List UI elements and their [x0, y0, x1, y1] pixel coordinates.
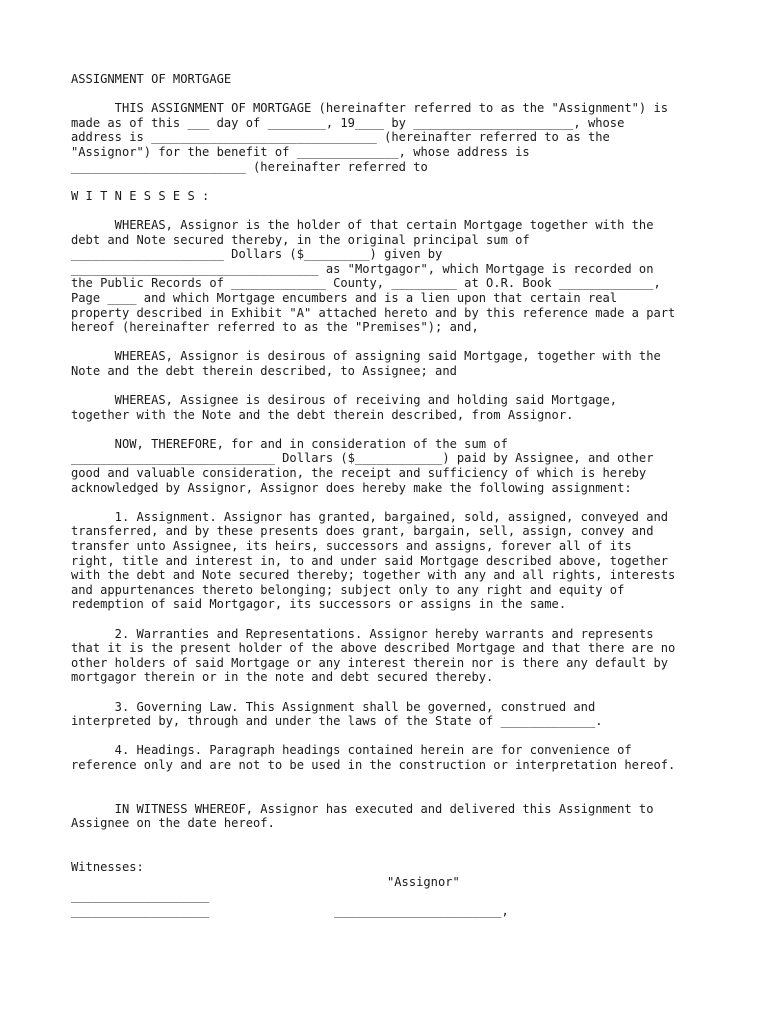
witness-signature-line-2: ___________________: [71, 903, 210, 918]
document-body: [71, 72, 711, 918]
whereas-paragraph-1: [71, 218, 711, 335]
paragraph-line: good and valuable consideration, the receipt and sufficiency of which is hereby: [71, 466, 647, 481]
paragraph-line: WHEREAS, Assignor is the holder of that certain Mortgage together with the: [71, 217, 654, 232]
paragraph-line: IN WITNESS WHEREOF, Assignor has executed and delivered this Assignment to: [71, 801, 654, 816]
paragraph-line: with the debt and Note secured thereby; together with any and all rights, interests: [71, 568, 676, 583]
intro-line: address is _______________________________ (hereinafter referred to as the: [71, 130, 610, 145]
signature-labels-row: [71, 845, 711, 889]
paragraph-line: interpreted by, through and under the laws of the State of _____________.: [71, 714, 603, 729]
whereas-paragraph-3: [71, 393, 711, 422]
paragraph-line: mortgagor therein or in the note and debt secured thereby.: [71, 670, 494, 685]
clause-assignment: [71, 510, 711, 612]
paragraph-line: right, title and interest in, to and under said Mortgage described above, together: [71, 553, 669, 568]
intro-line: "Assignor") for the benefit of ______________, whose address is: [71, 144, 530, 159]
paragraph-line: 4. Headings. Paragraph headings contained herein are for convenience of: [71, 743, 632, 758]
paragraph-line: 1. Assignment. Assignor has granted, bargained, sold, assigned, conveyed and: [71, 509, 669, 524]
whereas-paragraph-2: [71, 349, 711, 378]
now-therefore-paragraph: [71, 437, 711, 495]
intro-paragraph: [71, 101, 711, 174]
clause-warranties: [71, 627, 711, 685]
in-witness-paragraph: [71, 802, 711, 831]
intro-line: made as of this ___ day of ________, 19____ by ______________________, whose: [71, 115, 625, 130]
assignor-label: "Assignor": [387, 874, 460, 889]
paragraph-line: other holders of said Mortgage or any interest therein nor is there any default by: [71, 655, 669, 670]
clause-headings: [71, 743, 711, 772]
clause-governing-law: [71, 700, 711, 729]
witness-signature-line-1: ___________________: [71, 889, 210, 904]
paragraph-line: WHEREAS, Assignee is desirous of receiving and holding said Mortgage,: [71, 393, 618, 408]
paragraph-line: Note and the debt therein described, to Assignee; and: [71, 363, 457, 378]
paragraph-line: ____________________________ Dollars ($____________) paid by Assignee, and other: [71, 451, 654, 466]
paragraph-line: NOW, THEREFORE, for and in consideration of the sum of: [71, 436, 508, 451]
witnesses-label: Witnesses:: [71, 860, 144, 875]
paragraph-line: WHEREAS, Assignor is desirous of assigning said Mortgage, together with the: [71, 349, 661, 364]
paragraph-line: the Public Records of _____________ County, _________ at O.R. Book _____________,: [71, 276, 661, 291]
paragraph-line: acknowledged by Assignor, Assignor does hereby make the following assignment:: [71, 480, 632, 495]
paragraph-line: 2. Warranties and Representations. Assignor hereby warrants and represents: [71, 626, 654, 641]
paragraph-line: transfer unto Assignee, its heirs, successors and assigns, forever all of its: [71, 539, 632, 553]
paragraph-line: that it is the present holder of the above described Mortgage and that there are no: [71, 641, 676, 656]
document-title: ASSIGNMENT OF MORTGAGE: [71, 72, 232, 86]
signature-lines-row: [71, 875, 711, 918]
paragraph-line: __________________________________ as "Mortgagor", which Mortgage is recorded on: [71, 261, 654, 276]
intro-line: ________________________ (hereinafter referred to: [71, 159, 428, 174]
paragraph-line: Page ____ and which Mortgage encumbers and is a lien upon that certain real: [71, 290, 618, 305]
paragraph-line: property described in Exhibit "A" attached hereto and by this reference made a part: [71, 305, 676, 320]
paragraph-line: Assignee on the date hereof.: [71, 816, 275, 831]
paragraph-line: transferred, and by these presents does grant, bargain, sell, assign, convey and: [71, 524, 654, 539]
intro-line: THIS ASSIGNMENT OF MORTGAGE (hereinafter referred to as the "Assignment") is: [71, 101, 669, 116]
witnesses-heading: W I T N E S S E S :: [71, 188, 210, 203]
assignor-signature-line: _______________________,: [334, 903, 509, 918]
paragraph-line: hereof (hereinafter referred to as the "Premises"); and,: [71, 320, 479, 335]
paragraph-line: and appurtenances thereto belonging; subject only to any right and equity of: [71, 582, 625, 597]
paragraph-line: 3. Governing Law. This Assignment shall be governed, construed and: [71, 699, 596, 714]
paragraph-line: debt and Note secured thereby, in the original principal sum of: [71, 232, 530, 247]
paragraph-line: _____________________ Dollars ($_________) given by: [71, 247, 443, 262]
paragraph-line: redemption of said Mortgagor, its successors or assigns in the same.: [71, 597, 567, 612]
paragraph-line: reference only and are not to be used in the construction or interpretation hereof.: [71, 757, 676, 772]
paragraph-line: together with the Note and the debt therein described, from Assignor.: [71, 407, 574, 422]
